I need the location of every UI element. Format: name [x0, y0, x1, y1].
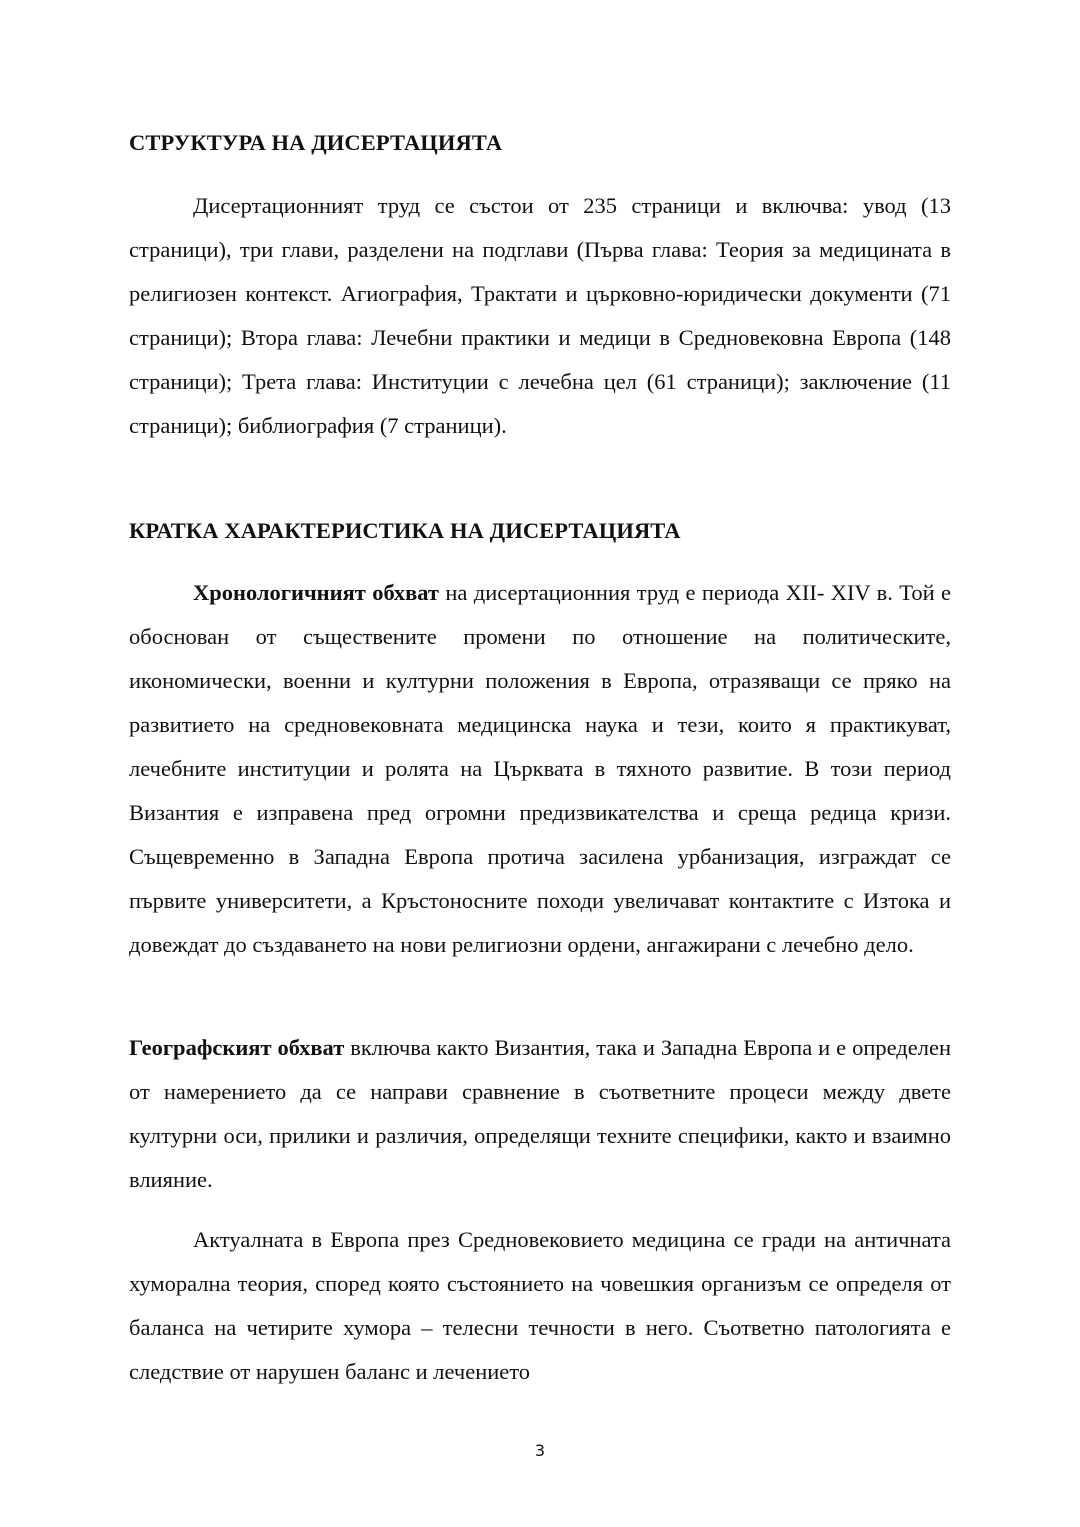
geographical-scope-paragraph [129, 1026, 951, 1202]
summary-heading: КРАТКА ХАРАКТЕРИСТИКА НА ДИСЕРТАЦИЯТА [129, 518, 681, 543]
chronological-scope-paragraph [129, 571, 951, 967]
humoral-theory-paragraph: Актуалната в Европа през Средновековието медицина се гради на античната хуморална теория, според която състоянието на човешкия организъм се определя от баланса на четирите хумора – телесни течности в него. Съответно патологията е следствие от нарушен баланс и лечението [129, 1227, 951, 1384]
structure-heading: СТРУКТУРА НА ДИСЕРТАЦИЯТА [129, 130, 503, 155]
document-page [129, 0, 951, 1527]
chronological-scope-lead: Хронологичният обхват [193, 580, 439, 605]
structure-paragraph: Дисертационният труд се състои от 235 страници и включва: увод (13 страници), три глави, разделени на подглави (Първа глава: Теория за медицината в религиозен контекст. Агиография, Трактати и църковно-юридически документи (71 страници); Втора глава: Лечебни практики и медици в Средновековна Европа (148 страници); Трета глава: Институции с лечебна цел (61 страници); заключение (11 страници); библиография (7 страници). [129, 193, 951, 438]
page-number: 3 [534, 1441, 546, 1460]
chronological-scope-text: на дисертационния труд е периода XII- XIV в. Той е обоснован от съществените промени по отношение на политическите, икономически, военни и културни положения в Европа, отразяващи се пряко на развитието на средновековната медицинска наука и тези, които я практикуват, лечебните институции и ролята на Църквата в тяхното развитие. В този период Византия е изправена пред огромни предизвикателства и среща редица кризи. Същевременно в Западна Европа протича засилена урбанизация, изграждат се първите университети, а Кръстоносните походи увеличават контактите с Изтока и довеждат до създаването на нови религиозни ордени, ангажирани с лечебно дело. [129, 580, 952, 957]
geographical-scope-lead: Географският обхват [129, 1035, 345, 1060]
geographical-scope-text: включва както Византия, така и Западна Европа и е определен от намерението да се направи сравнение в съответните процеси между двете културни оси, прилики и различия, определящи техните специфики, както и взаимно влияние. [129, 1035, 951, 1192]
